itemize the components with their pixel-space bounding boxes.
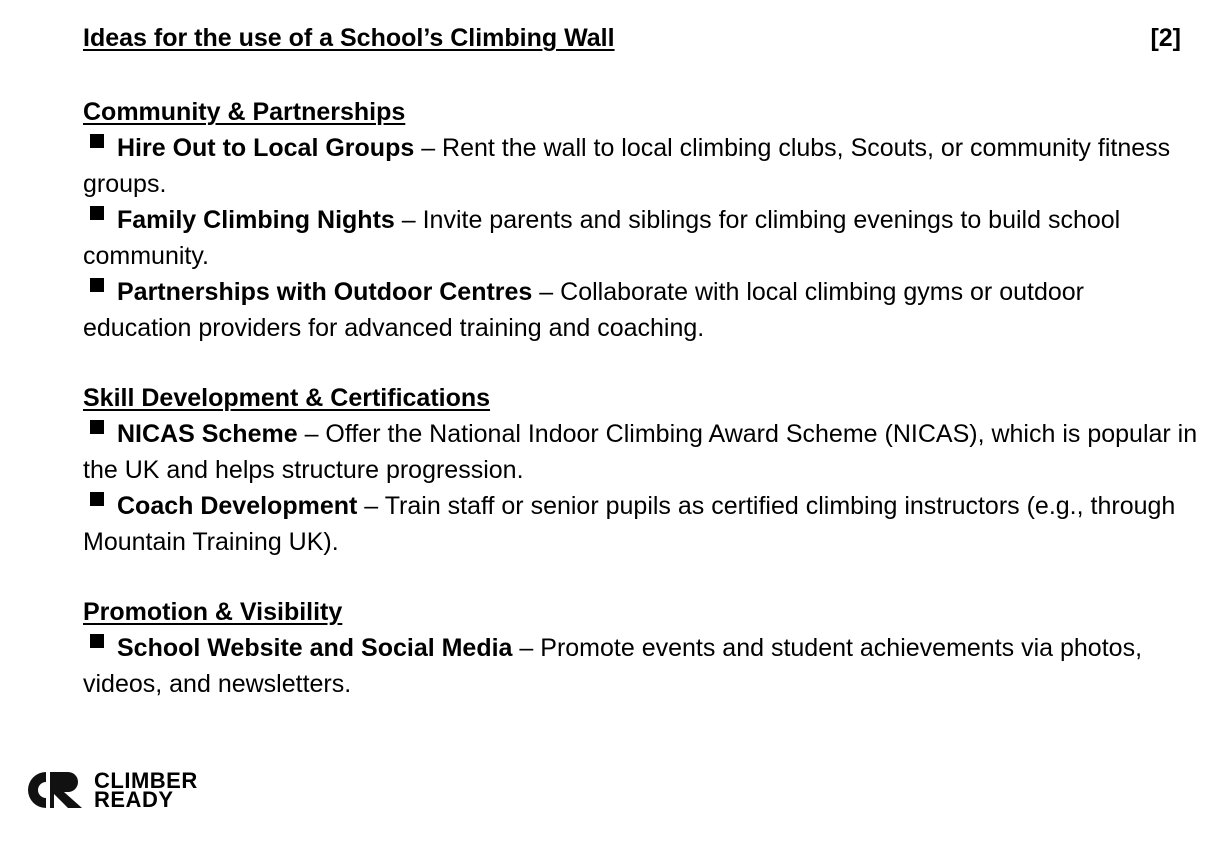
square-bullet-icon <box>90 634 104 648</box>
list-item <box>83 416 1198 488</box>
item-title: Coach Development <box>117 492 358 520</box>
section-community-partnerships <box>83 94 1198 346</box>
list-item <box>83 130 1198 202</box>
section-heading: Promotion & Visibility <box>83 598 343 626</box>
item-title: Family Climbing Nights <box>117 206 395 234</box>
logo-line-2: READY <box>94 787 174 812</box>
document-title: Ideas for the use of a School’s Climbing Wall <box>83 24 615 52</box>
climber-ready-logo-mark-icon <box>24 770 86 810</box>
list-item <box>83 274 1198 346</box>
logo-wordmark <box>94 768 198 812</box>
climber-ready-logo <box>24 770 198 810</box>
item-title: NICAS Scheme <box>117 420 298 448</box>
item-title: Hire Out to Local Groups <box>117 134 415 162</box>
title-row <box>83 24 1198 60</box>
page-number: [2] <box>1150 24 1181 52</box>
item-title: School Website and Social Media <box>117 634 513 662</box>
item-title: Partnerships with Outdoor Centres <box>117 278 533 306</box>
item-description: – Rent the wall to local climbing clubs, Scouts, or community fitness groups. <box>83 134 1171 198</box>
item-description: – Offer the National Indoor Climbing Award Scheme (NICAS), which is popular in the UK and helps structure progression. <box>83 420 1198 484</box>
logo-line-1: CLIMBER <box>94 768 198 793</box>
square-bullet-icon <box>90 278 104 292</box>
section-heading: Skill Development & Certifications <box>83 384 491 412</box>
section-skill-development <box>83 380 1198 560</box>
item-description: – Train staff or senior pupils as certified climbing instructors (e.g., through Mountain Training UK). <box>83 492 1176 556</box>
list-item <box>83 202 1198 274</box>
item-description: – Invite parents and siblings for climbing evenings to build school community. <box>83 206 1121 270</box>
item-description: – Promote events and student achievements via photos, videos, and newsletters. <box>83 634 1143 698</box>
item-description: – Collaborate with local climbing gyms or outdoor education providers for advanced training and coaching. <box>83 278 1084 342</box>
square-bullet-icon <box>90 420 104 434</box>
document-page <box>83 24 1198 736</box>
square-bullet-icon <box>90 206 104 220</box>
section-heading: Community & Partnerships <box>83 98 406 126</box>
square-bullet-icon <box>90 134 104 148</box>
list-item <box>83 630 1198 702</box>
list-item <box>83 488 1198 560</box>
square-bullet-icon <box>90 492 104 506</box>
section-promotion-visibility <box>83 594 1198 702</box>
